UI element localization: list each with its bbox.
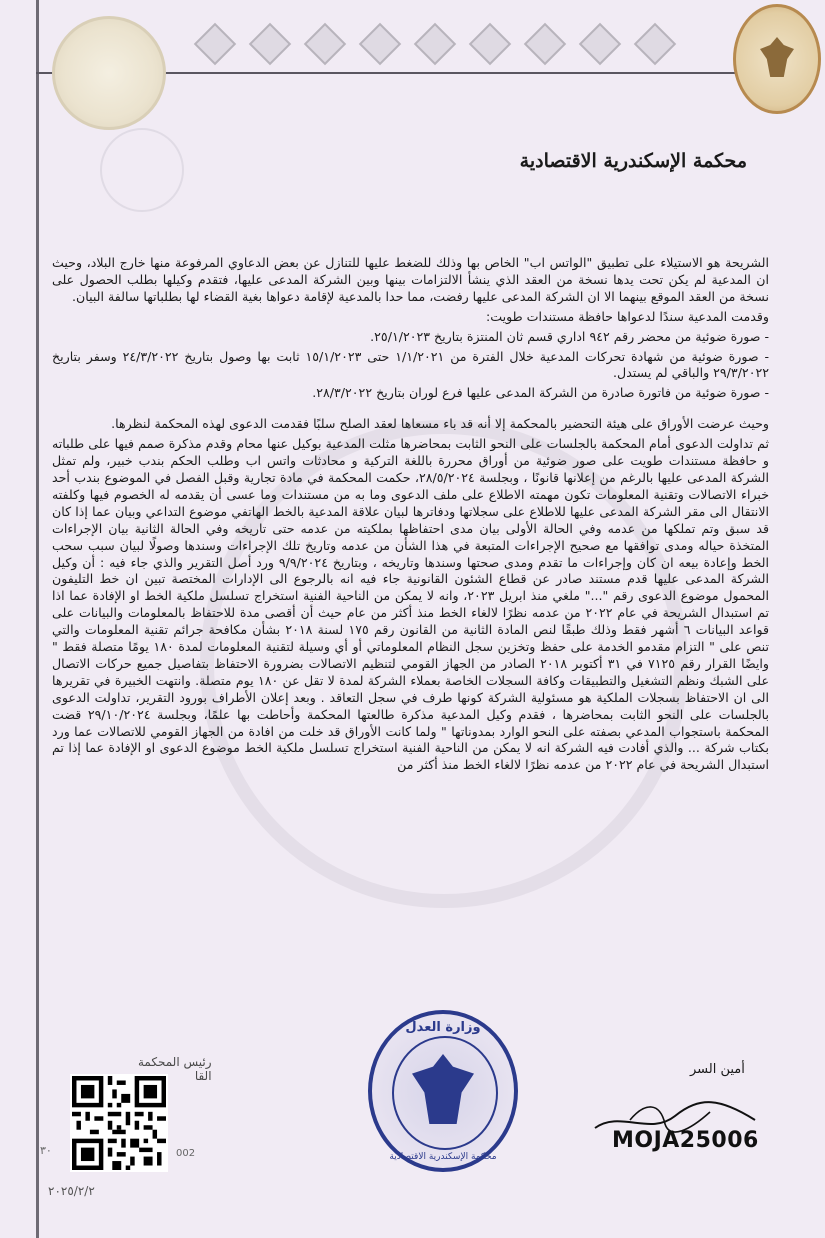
ornament-diamond [249,23,291,65]
ornament-diamond [634,23,676,65]
judge-sub-label: القا [194,1069,212,1083]
seal-title: وزارة العدل [405,1020,481,1035]
qr-number: 002 [176,1148,196,1159]
ministry-of-justice-seal [368,1010,518,1172]
qr-code-icon [72,1076,166,1170]
paragraph: الشريحة هو الاستيلاء على تطبيق "الواتس اب" الخاص بها وذلك للضغط عليها للتنازل عن بعض الدعاوي المرفوعة منها خارج البلاد، وحيث ان المدعية لم يكن تحت يدها نسخة من العقد الذي ينشأ الالتزامات بينها وبين الشركة المدعى عليها، فتقدم وكيلها بطلب الحصول على نسخة من العقد الموقع بينهما الا ان الشركة المدعى عليها رفضت، مما حدا بالمدعية لإقامة دعواها بغية القضاء لها بطلباتها سالفة البيان. [52,255,769,304]
footer-date: ٢٠٢٥/٢/٢ [48,1184,95,1198]
footer-side-number: ٣٠ [40,1144,52,1157]
header-ornament-band [200,20,670,68]
ministry-emblem-icon [733,4,821,114]
ornament-diamond [304,23,346,65]
secretary-label: أمين السر [690,1062,745,1077]
ornament-diamond [359,23,401,65]
paragraph: ثم تداولت الدعوى أمام المحكمة بالجلسات على النحو الثابت بمحاضرها مثلت المدعية بوكيل عنها محام وقدم مذكرة صمم فيها على طلباته و حافظة مستندات طويت على صور ضوئية من أوراق محررة باللغة التركية و محادثات واتس اب وطلب الحكم بندب خبير، ولم تمثل الشركة المدعى عليها بالرغم من إعلانها قانونًا ، وبجلسة ٢٨/٥/٢٠٢٤، حكمت المحكمة في مادة تجارية وقبل الفصل في الموضوع بندب أحد خبراء الاتصالات وتقنية المعلومات تكون مهمته الاطلاع على ملف الدعوى وما به من مستندات وما عسى أن يقدمه له الخصوم فيها وكلفته الانتقال الى مقر الشركة المدعى عليها للاطلاع على سجلاتها ودفاترها لبيان علاقة المدعية بالخط الهاتفي موضوع التداعي وبيان عما إذا كان قد سبق وتم تملكها من عدمه وفي الحالة الأولى بيان مدى احتفاظها بملكيته من عدمه حتى تاريخه وفي الحالة الثانية بيان الإجراءات المتخذة حياله ومدى توافقها مع صحيح الإجراءات المتبعة في هذا الشأن من عدمه وتاريخ تلك الإجراءات وسندها وصولًا لبيان سبب سحب الخط وإعادة بيعه ان كان وإجراءات ما تقدم ومدى صحتها وسندها وتاريخه ، وبتاريخ ٩/٩/٢٠٢٤ ورد أصل التقرير والذي جاء فيه : أن وكيل الشركة المدعى عليها قدم مستند صادر عن قطاع الشئون القانونية جاء فيه انه بالرجوع الى الإدارات المختصة تبين ان خط التليفون المحمول موضوع الدعوى رقم "..." ملغي منذ ابريل ٢٠٢٣، وانه لا يمكن من الناحية الفنية استخراج تسلسل ملكية الخط او الإفادة عما اذا تم استبدال الشريحة في عام ٢٠٢٢ من عدمه نظرًا لالغاء الخط منذ أكثر من عام حيث أن أقصى مدة للاحتفاظ بالمعلومات والبيانات على قواعد البيانات ٦ أشهر فقط وذلك طبقًا لنص المادة الثانية من القانون رقم ١٧٥ لسنة ٢٠١٨ بشأن مكافحة جرائم تقنية المعلومات والتي تنص على " التزام مقدمو الخدمة على حفظ وتخزين سجل النظام المعلوماتي أو أي وسيلة لتقنية المعلومات لمدة ١٨٠ يومًا متصلة فقط " وايضًا القرار رقم ٧١٢٥ في ٣١ أكتوبر ٢٠١٨ الصادر من الجهاز القومي لتنظيم الاتصالات بضرورة الاحتفاظ بتفاصيل جميع حركات الاتصال على الشبك ونظم التشغيل والتطبيقات وكافة السجلات الخاصة بعملاء الشركة لمدة لا تقل عن ١٨٠ يوم متصلة. وانتهت الخبيرة في تقريرها الى ان الاحتفاظ بسجلات الملكية هو مسئولية الشركة كونها طرف في سجل التعاقد . وبعد إعلان الأطراف بورود التقرير، تداولت الدعوى بالجلسات على النحو الثابت بمحاضرها ، فقدم وكيل المدعية مذكرة طالعتها المحكمة وأحاطت بها علمًا، وبجلسة ٢٩/١٠/٢٠٢٤ قضت المحكمة باستجواب المدعي بصفته على النحو الوارد بمدوناتها " ولما كانت الأوراق قد خلت من افادة من الجهاز القومي للاتصالات عما ورد بكتاب شركة ... والذي أفادت فيه الشركة انه لا يمكن من الناحية الفنية استخراج تسلسل ملكية الخط موضوع الدعوى او الإفادة عما إذا تم استبدال الشريحة في عام ٢٠٢٢ من عدمه نظرًا لالغاء الخط منذ أكثر من [52,436,770,773]
ornament-diamond [524,23,566,65]
page-border-left [36,0,39,1238]
ornament-diamond [469,23,511,65]
embossed-seal-icon [52,16,166,130]
court-name-heading: محكمة الإسكندرية الاقتصادية [519,150,747,172]
paragraph: - صورة ضوئية من شهادة تحركات المدعية خلال الفترة من ١/١/٢٠٢١ حتى ١٥/١/٢٠٢٣ ثابت بها وصول بتاريخ ٢٤/٣/٢٠٢٢ وسفر بتاريخ ٢٩/٣/٢٠٢٢ والباقي لم يستدل. [52,348,769,381]
paragraph: وحيث عرضت الأوراق على هيئة التحضير بالمحكمة إلا أنه قد باء مسعاها لعقد الصلح سلبًا فقدمت الدعوى لهذه المحكمة لنظرها. [111,416,769,432]
paragraph: وقدمت المدعية سندًا لدعواها حافظة مستندات طويت: [486,308,769,324]
faded-seal-icon [100,128,184,212]
ornament-diamond [579,23,621,65]
ornament-diamond [414,23,456,65]
seal-subtitle: محكمة الإسكندرية الاقتصادية [389,1152,497,1162]
document-body [52,255,769,777]
eagle-icon [760,37,794,77]
paragraph: - صورة ضوئية من محضر رقم ٩٤٢ اداري قسم ثان المنتزة بتاريخ ٢٥/١/٢٠٢٣. [370,328,769,344]
ornament-diamond [194,23,236,65]
judge-label: رئيس المحكمة [138,1055,212,1069]
paragraph: - صورة ضوئية من فاتورة صادرة من الشركة المدعى عليها فرع لوران بتاريخ ٢٨/٣/٢٠٢٢. [312,385,769,401]
document-stamp-code: MOJA25006 [612,1128,759,1153]
